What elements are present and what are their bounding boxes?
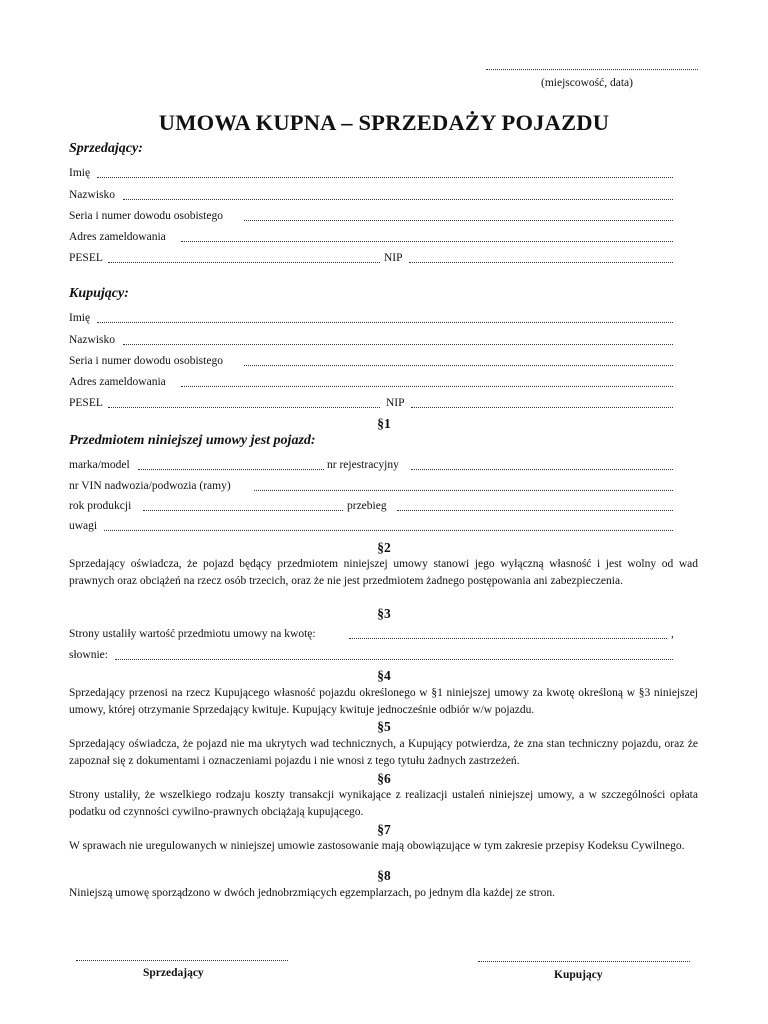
section-3-mark: §3 <box>377 606 391 621</box>
value-label: Strony ustaliły wartość przedmiotu umowy na kwotę: <box>69 628 316 640</box>
vin-field[interactable] <box>254 490 673 491</box>
seller-first-name-label: Imię <box>69 167 91 179</box>
seller-id-number-field[interactable] <box>244 220 673 221</box>
year-field[interactable] <box>143 510 343 511</box>
place-date-line[interactable] <box>486 69 698 70</box>
document-title: UMOWA KUPNA – SPRZEDAŻY POJAZDU <box>158 110 610 135</box>
section-2-text: Sprzedający oświadcza, że pojazd będący przedmiotem niniejszej umowy stanowi jego wyłączną własność i jest wolny od wad prawnych oraz obciążeń na rzecz osób trzecich, oraz że nie jest przedmiotem żadnego postępowania ani zabezpieczenia. <box>69 558 698 587</box>
buyer-address-label: Adres zameldowania <box>69 376 166 388</box>
mileage-label: przebieg <box>347 500 387 512</box>
section-2-mark: §2 <box>377 540 391 555</box>
section-4-mark: §4 <box>377 668 391 683</box>
value-end-comma: , <box>671 628 674 640</box>
buyer-nip-field[interactable] <box>411 407 673 408</box>
section-4-text: Sprzedający przenosi na rzecz Kupującego własność pojazdu określonego w §1 niniejszej umowy za kwotę określoną w §3 niniejszej umowy, której otrzymanie Sprzedający kwituje. Kupujący kwituje jednocześnie odbiór w/w pojazdu. <box>69 687 698 716</box>
place-date-label: (miejscowość, data) <box>541 77 633 89</box>
value-field[interactable] <box>349 638 667 639</box>
section-7-text: W sprawach nie uregulowanych w niniejszej umowie zastosowanie mają obowiązujące w tym zakresie przepisy Kodeksu Cywilnego. <box>69 840 685 852</box>
seller-id-number-label: Seria i numer dowodu osobistego <box>69 210 223 222</box>
buyer-last-name-label: Nazwisko <box>69 334 115 346</box>
vehicle-heading: Przedmiotem niniejszej umowy jest pojazd: <box>69 433 316 448</box>
section-8-mark: §8 <box>377 868 391 883</box>
vin-label: nr VIN nadwozia/podwozia (ramy) <box>69 480 231 492</box>
seller-pesel-field[interactable] <box>108 262 380 263</box>
buyer-first-name-label: Imię <box>69 312 91 324</box>
buyer-id-number-field[interactable] <box>244 365 673 366</box>
seller-address-label: Adres zameldowania <box>69 231 166 243</box>
registration-field[interactable] <box>411 469 673 470</box>
notes-field[interactable] <box>104 530 673 531</box>
seller-heading: Sprzedający: <box>69 141 143 156</box>
section-1-mark: §1 <box>377 416 391 431</box>
section-8-text: Niniejszą umowę sporządzono w dwóch jednobrzmiących egzemplarzach, po jednym dla każdej ze stron. <box>69 887 556 899</box>
buyer-heading: Kupujący: <box>69 286 129 301</box>
seller-signature-label: Sprzedający <box>143 967 204 979</box>
make-model-field[interactable] <box>138 469 324 470</box>
section-5-text: Sprzedający oświadcza, że pojazd nie ma ukrytych wad technicznych, a Kupujący potwierdza, że zna stan techniczny pojazdu, oraz że zapoznał się z dokumentami i oznaczeniami pojazdu i nie wnosi z tego tytułu żadnych zastrzeżeń. <box>69 738 698 767</box>
section-6-mark: §6 <box>377 771 391 786</box>
seller-last-name-label: Nazwisko <box>69 189 115 201</box>
seller-first-name-field[interactable] <box>97 177 673 178</box>
buyer-last-name-field[interactable] <box>123 344 673 345</box>
buyer-id-number-label: Seria i numer dowodu osobistego <box>69 355 223 367</box>
buyer-first-name-field[interactable] <box>97 322 673 323</box>
buyer-nip-label: NIP <box>386 397 405 409</box>
buyer-pesel-field[interactable] <box>108 407 380 408</box>
seller-signature-line[interactable] <box>76 960 288 961</box>
notes-label: uwagi <box>69 520 98 532</box>
seller-nip-label: NIP <box>384 252 403 264</box>
seller-address-field[interactable] <box>181 241 673 242</box>
seller-nip-field[interactable] <box>409 262 673 263</box>
words-field[interactable] <box>115 659 673 660</box>
year-label: rok produkcji <box>69 500 132 512</box>
buyer-signature-line[interactable] <box>478 961 690 962</box>
buyer-address-field[interactable] <box>181 386 673 387</box>
mileage-field[interactable] <box>397 510 673 511</box>
buyer-pesel-label: PESEL <box>69 397 103 409</box>
section-7-mark: §7 <box>377 822 391 837</box>
buyer-signature-label: Kupujący <box>554 969 603 981</box>
seller-pesel-label: PESEL <box>69 252 103 264</box>
section-6-text: Strony ustaliły, że wszelkiego rodzaju koszty transakcji wynikające z realizacji ustaleń niniejszej umowy, a w szczególności opłata podatku od czynności cywilno-prawnych obciążają kupującego. <box>69 789 698 818</box>
registration-label: nr rejestracyjny <box>327 459 399 471</box>
section-5-mark: §5 <box>377 719 391 734</box>
seller-last-name-field[interactable] <box>123 199 673 200</box>
words-label: słownie: <box>69 649 108 661</box>
make-model-label: marka/model <box>69 459 130 471</box>
